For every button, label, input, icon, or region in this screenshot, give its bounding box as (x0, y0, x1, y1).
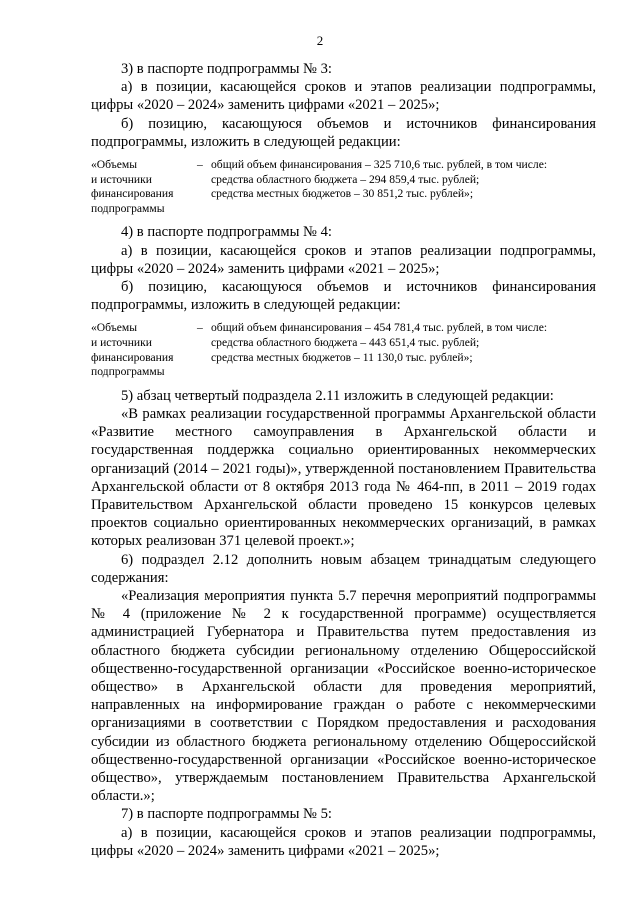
label-line: подпрограммы (91, 201, 165, 215)
value-line: общий объем финансирования – 454 781,4 тыс. рублей, в том числе: (211, 321, 548, 335)
block6-quote: «Реализация мероприятия пункта 5.7 перечня мероприятий подпрограммы № 4 (приложение № 2 к государственной программе) осуществляется администрацией Губернатора и Правительства путем предоставления из областного бюджета субсидии региональному отделению Общероссийской общественно-государственной организации «Российское военно-историческое общество» в Архангельской области для проведения мероприятий, направленных на информирование граждан о работе с некоммерческими организациями в соответствии с Порядком предоставления и расходования субсидии из областного бюджета региональному отделению Общероссийской общественно-государственной организации «Российское военно-историческое общество», утверждаемым постановлением Правительства Архангельской области.»; (91, 588, 596, 805)
value-line: общий объем финансирования – 325 710,6 тыс. рублей, в том числе: (211, 158, 548, 172)
block4-financing-table (91, 321, 596, 379)
block3-financing-table (91, 158, 596, 216)
financing-dash: – (197, 321, 203, 335)
block4-item-a: а) в позиции, касающейся сроков и этапов реализации подпрограммы, цифры «2020 – 2024» заменить цифрами «2021 – 2025»; (91, 242, 596, 277)
block6-heading: 6) подраздел 2.12 дополнить новым абзацем тринадцатым следующего содержания: (91, 551, 596, 586)
label-line: «Объемы (91, 321, 138, 335)
block7-item-a: а) в позиции, касающейся сроков и этапов реализации подпрограммы, цифры «2020 – 2024» заменить цифрами «2021 – 2025»; (91, 824, 596, 859)
block3-item-b: б) позицию, касающуюся объемов и источников финансирования подпрограммы, изложить в следующей редакции: (91, 115, 596, 150)
block4-heading: 4) в паспорте подпрограммы № 4: (121, 224, 332, 241)
value-line: средства местных бюджетов – 30 851,2 тыс. рублей»; (211, 187, 474, 201)
label-line: и источники (91, 336, 152, 349)
value-line: средства областного бюджета – 443 651,4 тыс. рублей; (211, 336, 480, 349)
label-line: подпрограммы (91, 365, 165, 379)
financing-label (91, 158, 197, 216)
label-line: финансирования (91, 350, 174, 364)
label-line: финансирования (91, 187, 174, 201)
block3-heading: 3) в паспорте подпрограммы № 3: (121, 61, 332, 77)
financing-values (211, 321, 596, 379)
block3-item-a: а) в позиции, касающейся сроков и этапов реализации подпрограммы, цифры «2020 – 2024» заменить цифрами «2021 – 2025»; (91, 79, 596, 114)
value-line: средства областного бюджета – 294 859,4 тыс. рублей; (211, 172, 480, 186)
financing-dash: – (197, 158, 203, 172)
document-body (91, 60, 596, 860)
page-number: 2 (316, 33, 324, 48)
block5-heading: 5) абзац четвертый подраздела 2.11 изложить в следующей редакции: (121, 387, 554, 404)
block5-quote: «В рамках реализации государственной программы Архангельской области «Развитие местного самоуправления в Архангельской области и государственная поддержка социально ориентированных некоммерческих организаций (2014 – 2021 годы)», утвержденной постановлением Правительства Архангельской области от 8 октября 2013 года № 464-пп, в 2011 – 2019 годах Правительством Архангельской области проведено 15 конкурсов целевых проектов социально ориентированных некоммерческих организаций, в рамках которых реализован 371 целевой проект.»; (91, 405, 596, 550)
label-line: «Объемы (91, 158, 138, 172)
financing-label (91, 321, 197, 379)
label-line: и источники (91, 172, 152, 186)
value-line: средства местных бюджетов – 11 130,0 тыс. рублей»; (211, 350, 473, 364)
block4-item-b: б) позицию, касающуюся объемов и источников финансирования подпрограммы, изложить в следующей редакции: (91, 279, 596, 314)
financing-values (211, 158, 596, 216)
block7-heading: 7) в паспорте подпрограммы № 5: (121, 806, 332, 823)
